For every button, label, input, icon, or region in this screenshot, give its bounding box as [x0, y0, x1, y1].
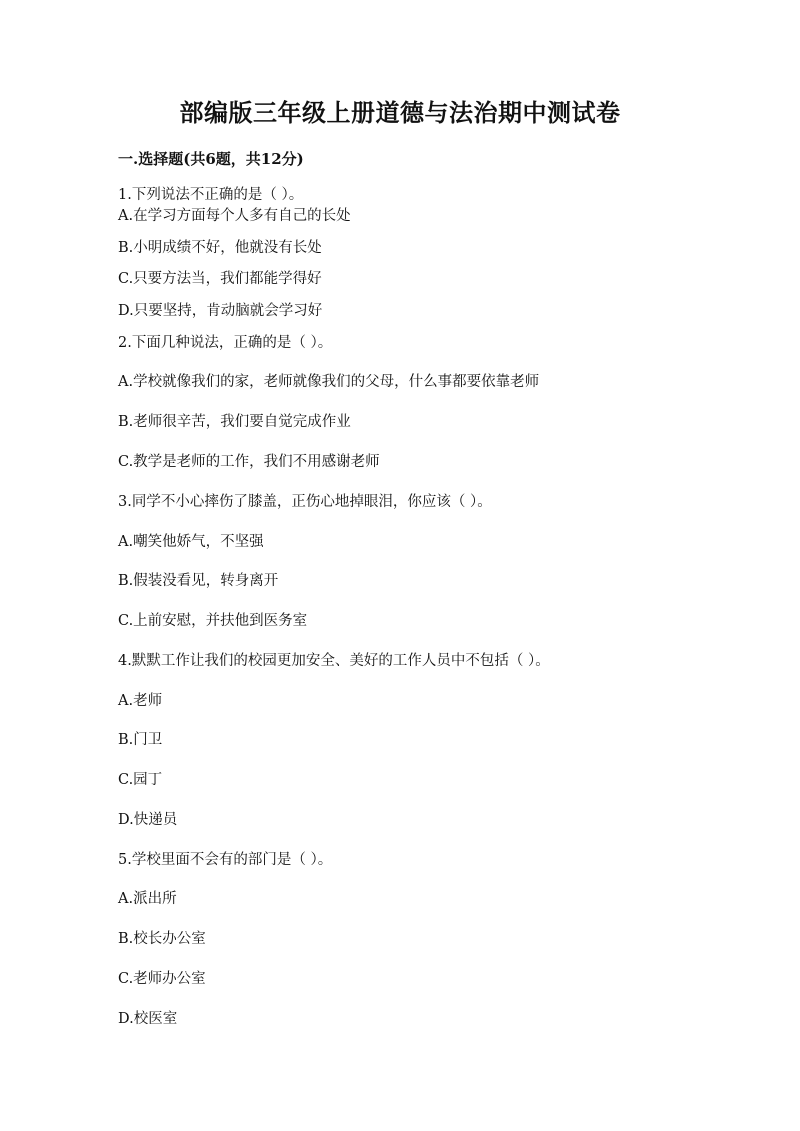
question-2-option-c: C.教学是老师的工作，我们不用感谢老师	[118, 454, 380, 470]
question-3-option-a: A.嘲笑他娇气，不坚强	[118, 534, 264, 550]
question-4-option-d: D.快递员	[118, 812, 178, 828]
question-5-option-d: D.校医室	[118, 1011, 178, 1027]
section-heading: 一.选择题(共6题，共12分)	[118, 150, 304, 168]
question-4-option-a: A.老师	[118, 693, 163, 709]
question-5-option-a: A.派出所	[118, 891, 177, 907]
question-1-option-d: D.只要坚持，肯动脑就会学习好	[118, 303, 323, 319]
question-3-option-c: C.上前安慰，并扶他到医务室	[118, 613, 308, 629]
question-1-stem: 1.下列说法不正确的是（ ）。	[118, 187, 304, 203]
question-4-option-b: B.门卫	[118, 732, 163, 748]
page-title: 部编版三年级上册道德与法治期中测试卷	[179, 98, 621, 127]
question-2-option-a: A.学校就像我们的家，老师就像我们的父母，什么事都要依靠老师	[118, 374, 540, 390]
question-4-stem: 4.默默工作让我们的校园更加安全、美好的工作人员中不包括（ ）。	[118, 653, 550, 669]
question-3-stem: 3.同学不小心摔伤了膝盖，正伤心地掉眼泪，你应该（ ）。	[118, 494, 492, 510]
question-5-stem: 5.学校里面不会有的部门是（ ）。	[118, 852, 333, 868]
question-1-option-b: B.小明成绩不好，他就没有长处	[118, 240, 322, 256]
question-3-option-b: B.假装没看见，转身离开	[118, 573, 279, 589]
question-1-option-c: C.只要方法当，我们都能学得好	[118, 271, 322, 287]
question-2-option-b: B.老师很辛苦，我们要自觉完成作业	[118, 414, 351, 430]
question-5-option-b: B.校长办公室	[118, 931, 206, 947]
question-1-option-a: A.在学习方面每个人多有自己的长处	[118, 208, 351, 224]
question-5-option-c: C.老师办公室	[118, 971, 206, 987]
question-2-stem: 2.下面几种说法，正确的是（ ）。	[118, 335, 333, 351]
question-4-option-c: C.园丁	[118, 772, 163, 788]
